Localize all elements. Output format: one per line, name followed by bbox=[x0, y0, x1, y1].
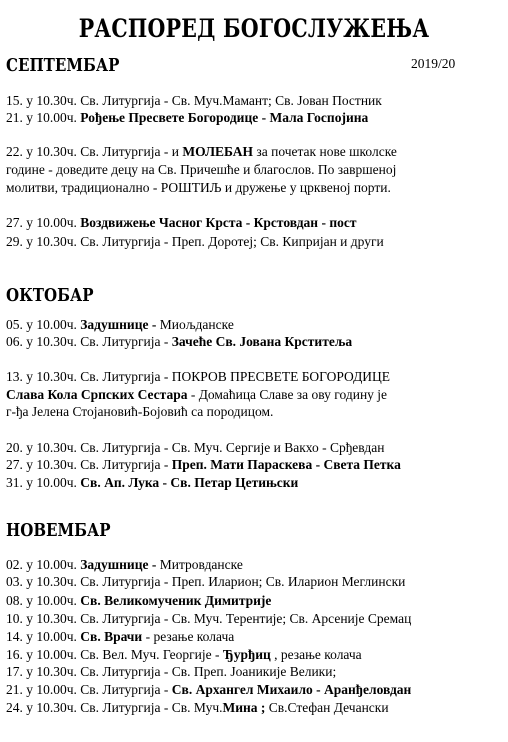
schedule-line bbox=[6, 110, 368, 126]
schedule-line bbox=[6, 682, 411, 698]
line-segment: 02. у 10.00ч. bbox=[6, 557, 81, 572]
line-segment: 10. у 10.30ч. Св. Литургија - Св. Муч. Терентије; Св. Арсеније Сремац bbox=[6, 611, 412, 626]
line-segment: 22. у 10.30ч. Св. Литургија - и bbox=[6, 144, 183, 159]
line-segment: 31. у 10.00ч. bbox=[6, 475, 81, 490]
line-segment: 08. у 10.00ч. bbox=[6, 593, 81, 608]
line-segment: 05. у 10.00ч. bbox=[6, 317, 81, 332]
month-heading-october: ОКТОБАР bbox=[6, 286, 94, 306]
line-segment-bold: Задушнице - bbox=[80, 557, 160, 572]
month-heading-september: СЕПТЕМБАР bbox=[6, 56, 120, 76]
line-segment: - Домаћица Славе за ову годину је bbox=[187, 387, 388, 402]
schedule-line bbox=[6, 700, 389, 716]
schedule-line bbox=[6, 457, 401, 473]
line-segment: 21. у 10.00ч. Св. Литургија - bbox=[6, 682, 172, 697]
line-segment: молитви, традиционално - РОШТИЉ и дружење у црквеној порти. bbox=[6, 180, 391, 195]
line-segment: 14. у 10.00ч. bbox=[6, 629, 81, 644]
line-segment-bold: Задушнице - bbox=[80, 317, 160, 332]
line-segment: Миољданске bbox=[159, 317, 234, 332]
schedule-line bbox=[6, 144, 397, 160]
page-title: РАСПОРЕД БОГОСЛУЖЕЊА bbox=[78, 14, 430, 43]
schedule-line bbox=[6, 317, 234, 333]
line-segment: 16. у 10.00ч. Св. Вел. Муч. Георгије - bbox=[6, 647, 223, 662]
schedule-line bbox=[6, 574, 405, 590]
line-segment-bold: Преп. Мати Параскева - Света Петка bbox=[171, 457, 401, 472]
line-segment-bold: Св. Ап. Лука - Св. Петар Цетињски bbox=[80, 475, 299, 490]
line-segment: 06. у 10.30ч. Св. Литургија - bbox=[6, 334, 172, 349]
line-segment-bold: Ђурђиц bbox=[222, 647, 271, 662]
schedule-line bbox=[6, 162, 396, 178]
line-segment: 15. у 10.30ч. Св. Литургија - Св. Муч.Мамант; Св. Јован Постник bbox=[6, 93, 382, 108]
line-segment: године - доведите децу на Св. Причешће и благослов. По завршеној bbox=[6, 162, 397, 177]
line-segment: 29. у 10.30ч. Св. Литургија - Преп. Доротеј; Св. Кипријан и други bbox=[6, 234, 384, 249]
line-segment: - резање колача bbox=[142, 629, 235, 644]
line-segment: 03. у 10.30ч. Св. Литургија - Преп. Иларион; Св. Иларион Меглински bbox=[6, 574, 406, 589]
line-segment-bold: Св. Архангел Михаило - Аранђеловдан bbox=[171, 682, 412, 697]
schedule-line bbox=[6, 440, 384, 456]
schedule-line bbox=[6, 664, 336, 680]
line-segment: г-ђа Јелена Стојановић-Бојовић са породицом. bbox=[6, 404, 274, 419]
schedule-line bbox=[6, 647, 362, 663]
schedule-line bbox=[6, 557, 243, 573]
line-segment: 13. у 10.30ч. Св. Литургија - ПОКРОВ ПРЕСВЕТЕ БОГОРОДИЦЕ bbox=[6, 369, 391, 384]
schedule-line bbox=[6, 93, 382, 109]
line-segment-bold: Зачеће Св. Јована Крститеља bbox=[171, 334, 353, 349]
month-heading-november: НОВЕМБАР bbox=[6, 521, 111, 541]
schedule-line bbox=[6, 629, 234, 645]
line-segment-bold: Св. Врачи bbox=[80, 629, 143, 644]
schedule-line bbox=[6, 334, 352, 350]
schedule-line bbox=[6, 369, 390, 385]
line-segment: 20. у 10.30ч. Св. Литургија - Св. Муч. Сергије и Вакхо - Срђевдан bbox=[6, 440, 385, 455]
line-segment-bold: Св. Великомученик Димитрије bbox=[80, 593, 272, 608]
line-segment: за почетак нове школске bbox=[253, 144, 397, 159]
line-segment-bold: Воздвижење Часног Крста - Крстовдан - пост bbox=[80, 215, 357, 230]
line-segment-bold: Слава Кола Српских Сестара bbox=[6, 387, 188, 402]
schedule-line bbox=[6, 387, 387, 403]
line-segment-bold: Мина ; bbox=[222, 700, 266, 715]
line-segment: , резање колача bbox=[270, 647, 362, 662]
schedule-line bbox=[6, 180, 391, 196]
schedule-line bbox=[6, 215, 357, 231]
line-segment: 21. у 10.00ч. bbox=[6, 110, 81, 125]
line-segment: 24. у 10.30ч. Св. Литургија - Св. Муч. bbox=[6, 700, 223, 715]
year-label: 2019/20 bbox=[411, 56, 456, 71]
line-segment-bold: Рођење Пресвете Богородице - Мала Госпојина bbox=[80, 110, 369, 125]
line-segment-bold: МОЛЕБАН bbox=[182, 144, 254, 159]
schedule-line bbox=[6, 611, 411, 627]
line-segment: 27. у 10.00ч. bbox=[6, 215, 81, 230]
line-segment: 27. у 10.30ч. Св. Литургија - bbox=[6, 457, 172, 472]
schedule-line bbox=[6, 404, 273, 420]
schedule-line bbox=[6, 475, 298, 491]
schedule-line bbox=[6, 593, 271, 609]
schedule-line bbox=[6, 234, 384, 250]
line-segment: Св.Стефан Дечански bbox=[265, 700, 389, 715]
line-segment: 17. у 10.30ч. Св. Литургија - Св. Преп. Јоаникије Велики; bbox=[6, 664, 337, 679]
line-segment: Митровданске bbox=[159, 557, 243, 572]
